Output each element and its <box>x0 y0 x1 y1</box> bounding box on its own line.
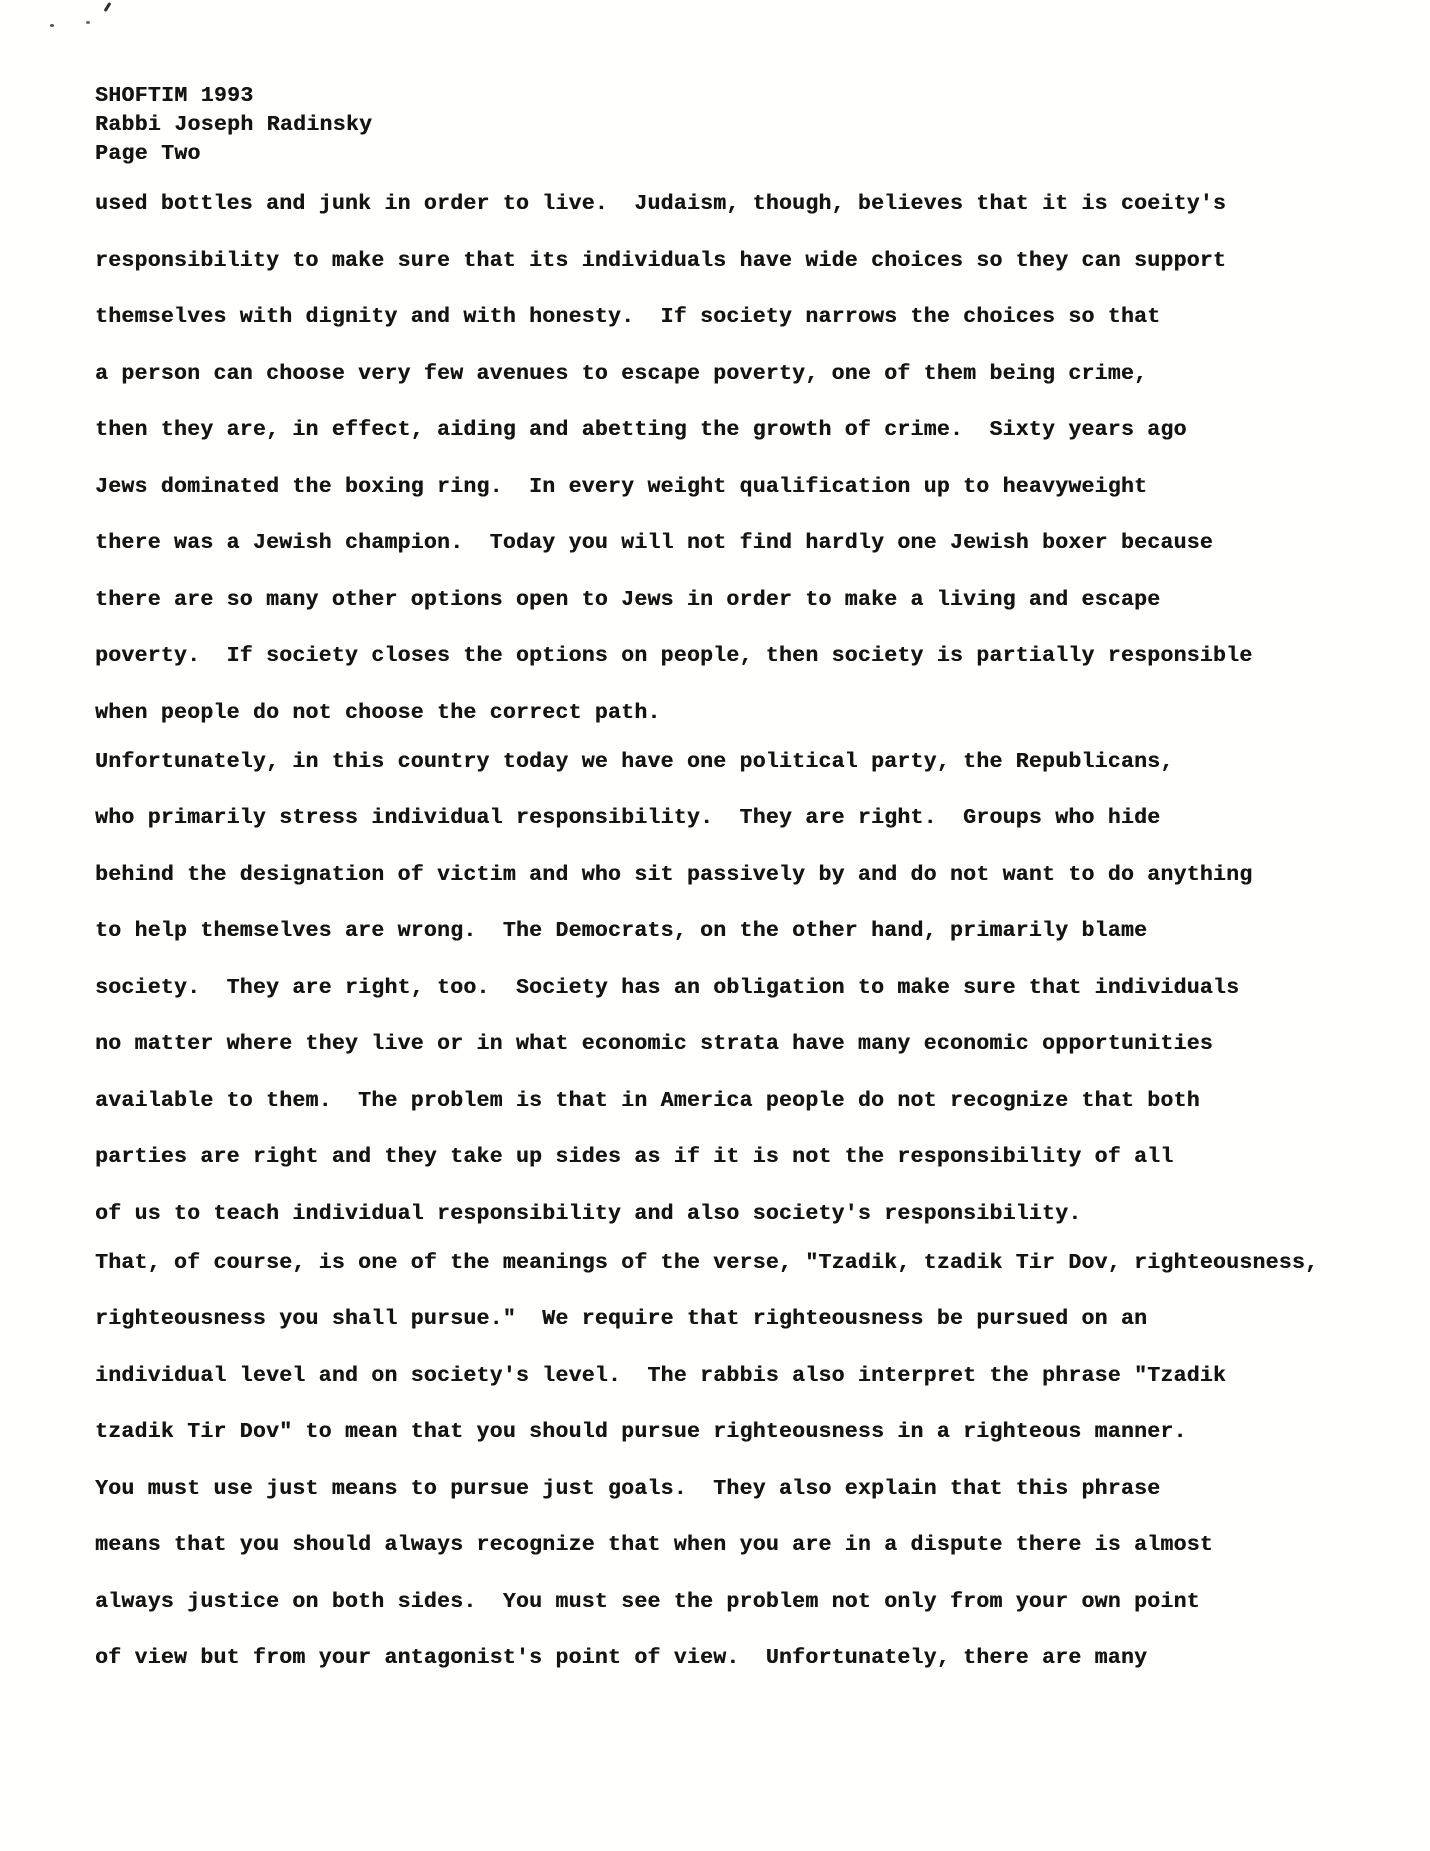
text-line: Unfortunately, in this country today we have one political party, the Republicans, <box>95 749 1174 774</box>
text-line: Jews dominated the boxing ring. In every weight qualification up to heavyweight <box>95 474 1148 499</box>
paragraph <box>95 750 1385 1226</box>
text-line: righteousness you shall pursue." We require that righteousness be pursued on an <box>95 1307 1148 1331</box>
document-body <box>95 192 1385 1670</box>
text-line: parties are right and they take up sides as if it is not the responsibility of all <box>95 1145 1174 1169</box>
text-line: That, of course, is one of the meanings of the verse, "Tzadik, tzadik Tir Dov, righteousness, <box>95 1250 1319 1275</box>
text-line: behind the designation of victim and who sit passively by and do not want to do anything <box>95 862 1253 887</box>
text-line: when people do not choose the correct path. <box>95 700 661 725</box>
document-header <box>95 82 372 169</box>
text-line: of us to teach individual responsibility and also society's responsibility. <box>95 1201 1082 1226</box>
text-line: who primarily stress individual responsibility. They are right. Groups who hide <box>95 806 1161 830</box>
text-line: of view but from your antagonist's point of view. Unfortunately, there are many <box>95 1646 1148 1670</box>
text-line: responsibility to make sure that its individuals have wide choices so they can support <box>95 248 1227 273</box>
text-line: no matter where they live or in what economic strata have many economic opportunities <box>95 1032 1213 1056</box>
text-line: themselves with dignity and with honesty. If society narrows the choices so that <box>95 305 1161 329</box>
text-line: there are so many other options open to Jews in order to make a living and escape <box>95 587 1161 612</box>
text-line: a person can choose very few avenues to escape poverty, one of them being crime, <box>95 361 1148 386</box>
text-line: poverty. If society closes the options on people, then society is partially responsible <box>95 644 1253 668</box>
text-line: means that you should always recognize that when you are in a dispute there is almost <box>95 1533 1213 1557</box>
paragraph <box>95 192 1385 725</box>
document-title: SHOFTIM 1993 <box>95 84 254 108</box>
text-line: You must use just means to pursue just goals. They also explain that this phrase <box>95 1476 1161 1501</box>
text-line: society. They are right, too. Society has an obligation to make sure that individuals <box>95 975 1240 1000</box>
paragraph <box>95 1251 1385 1671</box>
document-author: Rabbi Joseph Radinsky <box>95 113 373 137</box>
scan-speck <box>50 24 54 27</box>
text-line: there was a Jewish champion. Today you will not find hardly one Jewish boxer because <box>95 531 1213 555</box>
text-line: tzadik Tir Dov" to mean that you should pursue righteousness in a righteous manner. <box>95 1420 1187 1444</box>
text-line: used bottles and junk in order to live. Judaism, though, believes that it is coeity's <box>95 192 1227 216</box>
text-line: available to them. The problem is that in America people do not recognize that both <box>95 1088 1200 1113</box>
scan-speck <box>86 21 90 24</box>
text-line: then they are, in effect, aiding and abetting the growth of crime. Sixty years ago <box>95 418 1187 442</box>
scan-speck <box>104 2 112 12</box>
text-line: always justice on both sides. You must see the problem not only from your own point <box>95 1589 1200 1614</box>
text-line: individual level and on society's level. The rabbis also interpret the phrase "Tzadik <box>95 1363 1227 1388</box>
page-label: Page Two <box>95 142 201 166</box>
text-line: to help themselves are wrong. The Democrats, on the other hand, primarily blame <box>95 919 1148 943</box>
